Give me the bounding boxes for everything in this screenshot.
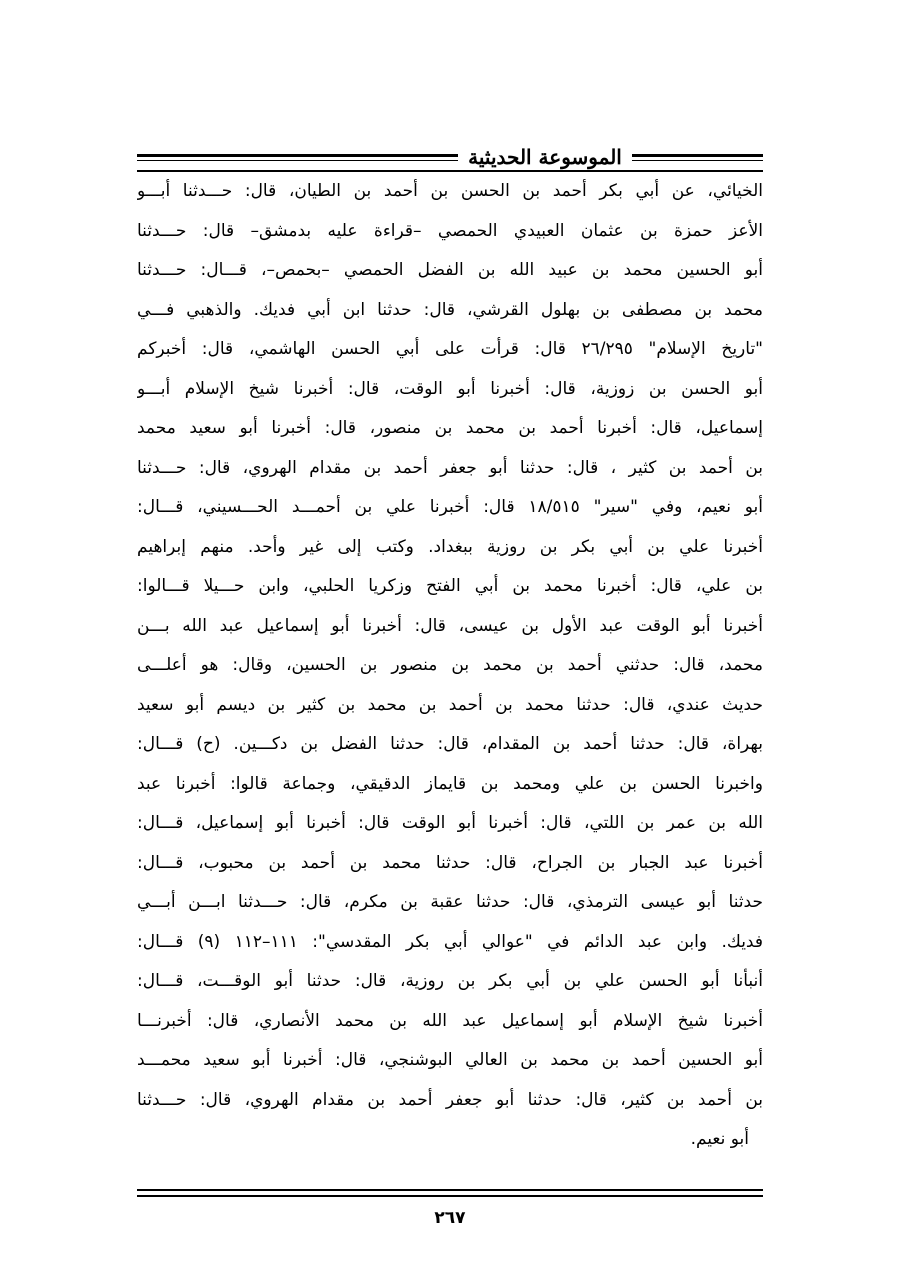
text-line: "تاريخ الإسلام" ٢٦/٢٩٥ قال: قرأت على أبي الحسن الهاشمي، قال: أخبركم: [137, 339, 763, 359]
text-line: أنبأنا أبو الحسن علي بن أبي بكر بن روزية، قال: حدثنا أبو الوقـــت، قـــال:: [137, 971, 763, 991]
text-line: أخبرنا أبو الوقت عبد الأول بن عيسى، قال: أخبرنا أبو إسماعيل عبد الله بـــن: [137, 615, 763, 636]
text-line: أخبرنا شيخ الإسلام أبو إسماعيل عبد الله بن محمد الأنصاري، قال: أخبرنـــا: [137, 1010, 763, 1031]
footer-rule-bottom: [137, 1195, 763, 1197]
text-line: بن علي، قال: أخبرنا محمد بن أبي الفتح وزكريا الحلبي، وابن حـــيلا قـــالوا:: [137, 576, 763, 596]
text-line-last: أبو نعيم.: [690, 1129, 749, 1149]
text-line: بهراة، قال: حدثنا أحمد بن المقدام، قال: حدثنا الفضل بن دكـــين. (ح) قـــال:: [137, 734, 763, 754]
text-line: أبو نعيم، وفي "سير" ١٨/٥١٥ قال: أخبرنا علي بن أحمـــد الحـــسيني، قـــال:: [137, 497, 763, 517]
book-title: الموسوعة الحديثية: [458, 145, 632, 169]
text-line: الله بن عمر بن اللتي، قال: أخبرنا أبو الوقت قال: أخبرنا أبو إسماعيل، قـــال:: [137, 813, 763, 833]
page-number: ٢٦٧: [434, 1208, 466, 1228]
text-line: أبو الحسين أحمد بن محمد بن العالي البوشنجي، قال: أخبرنا أبو سعيد محمـــد: [137, 1050, 763, 1070]
text-line: إسماعيل، قال: أخبرنا أحمد بن محمد بن منصور، قال: أخبرنا أبو سعيد محمد: [137, 418, 763, 438]
header-title-wrapper: [137, 140, 763, 174]
text-line: الخيائي، عن أبي بكر أحمد بن الحسن بن أحمد بن الطيان، قال: حـــدثنا أبـــو: [137, 181, 763, 201]
text-line: أبو الحسين محمد بن عبيد الله بن الفضل الحمصي –بحمص–، قـــال: حـــدثنا: [137, 260, 763, 280]
text-line: حديث عندي، قال: حدثنا محمد بن أحمد بن محمد بن كثير بن ديسم أبو سعيد: [137, 694, 763, 715]
text-line: محمد، قال: حدثني أحمد بن محمد بن منصور بن الحسين، وقال: هو أعلـــى: [137, 655, 763, 675]
text-line: حدثنا أبو عيسى الترمذي، قال: حدثنا عقبة بن مكرم، قال: حـــدثنا ابـــن أبـــي: [137, 892, 763, 912]
text-line: أخبرنا عبد الجبار بن الجراح، قال: حدثنا محمد بن أحمد بن محبوب، قـــال:: [137, 852, 763, 873]
footer-rule-top: [137, 1189, 763, 1191]
text-line: فديك. وابن عبد الدائم في "عوالي أبي بكر المقدسي": ١١١–١١٢ (٩) قـــال:: [137, 931, 763, 952]
text-line: بن أحمد بن كثير ، قال: حدثنا أبو جعفر أحمد بن مقدام الهروي، قال: حـــدثنا: [137, 457, 763, 478]
text-line: أبو الحسن بن زوزية، قال: أخبرنا أبو الوقت، قال: أخبرنا شيخ الإسلام أبـــو: [137, 378, 763, 399]
text-line: الأعز حمزة بن عثمان العبيدي الحمصي –قراءة عليه بدمشق– قال: حـــدثنا: [137, 220, 763, 241]
text-line: بن أحمد بن كثير، قال: حدثنا أبو جعفر أحمد بن مقدام الهروي، قال: حـــدثنا: [137, 1089, 763, 1110]
text-line: محمد بن مصطفى بن بهلول القرشي، قال: حدثنا ابن أبي فديك. والذهبي فـــي: [137, 299, 763, 320]
text-line: أخبرنا علي بن أبي بكر بن روزية ببغداد. وكتب إلى غير وأحد. منهم إبراهيم: [137, 536, 763, 557]
page-header: [137, 140, 763, 174]
text-line: واخبرنا الحسن بن علي ومحمد بن قايماز الدقيقي، وجماعة قالوا: أخبرنا عبد: [137, 773, 763, 794]
body-text: [137, 172, 763, 1160]
